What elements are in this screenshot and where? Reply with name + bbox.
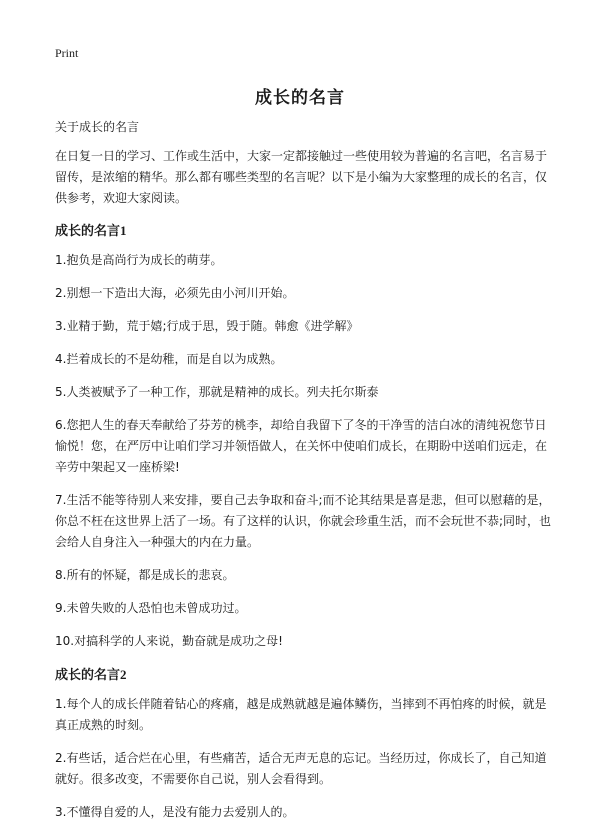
page-title: 成长的名言	[255, 88, 345, 108]
quote-item: 4.拦着成长的不是幼稚，而是自以为成熟。	[55, 352, 283, 366]
quote-item: 1.抱负是高尚行为成长的萌芽。	[55, 253, 223, 267]
document-body	[55, 117, 552, 835]
quote-item: 1.每个人的成长伴随着钻心的疼痛，越是成熟就越是遍体鳞伤，当摔到不再怕疼的时候，就是真正成熟的时刻。	[55, 697, 547, 732]
quote-item: 5.人类被赋予了一种工作，那就是精神的成长。列夫托尔斯泰	[55, 385, 379, 399]
quote-item: 9.未曾失败的人恐怕也未曾成功过。	[55, 601, 247, 615]
section-2	[55, 664, 552, 823]
quote-item: 2.有些话，适合烂在心里，有些痛苦，适合无声无息的忘记。当经历过，你成长了，自己知道就好。很多改变，不需要你自己说，别人会看得到。	[55, 751, 547, 786]
quote-item: 8.所有的怀疑，都是成长的悲哀。	[55, 568, 235, 582]
section-1	[55, 220, 552, 652]
print-label: Print	[55, 46, 79, 60]
quote-item: 3.业精于勤，荒于嬉;行成于思，毁于随。韩愈《进学解》	[55, 319, 359, 333]
quote-item: 6.您把人生的春天奉献给了芬芳的桃李，却给自我留下了冬的干净雪的洁白冰的清纯祝您节日愉悦！您，在严厉中让咱们学习并领悟做人，在关怀中使咱们成长，在期盼中送咱们远走，在辛劳中架起又一座桥梁!	[55, 418, 548, 474]
section-heading: 成长的名言1	[55, 223, 127, 238]
quote-item: 2.别想一下造出大海，必须先由小河川开始。	[55, 286, 295, 300]
quote-item: 3.不懂得自爱的人，是没有能力去爱别人的。	[55, 805, 295, 819]
document-subtitle: 关于成长的名言	[55, 120, 140, 134]
quote-item: 7.生活不能等待别人来安排，要自己去争取和奋斗;而不论其结果是喜是悲，但可以慰藉的是，你总不枉在这世界上活了一场。有了这样的认识，你就会珍重生活，而不会玩世不恭;同时，也会给人自身注入一种强大的内在力量。	[55, 493, 552, 549]
intro-paragraph: 在日复一日的学习、工作或生活中，大家一定都接触过一些使用较为普遍的名言吧，名言易于留传，是浓缩的精华。那么都有哪些类型的名言呢？以下是小编为大家整理的成长的名言，仅供参考，欢迎大家阅读。	[55, 149, 548, 205]
quote-item: 10.对搞科学的人来说，勤奋就是成功之母!	[55, 634, 283, 648]
section-heading: 成长的名言2	[55, 667, 127, 682]
